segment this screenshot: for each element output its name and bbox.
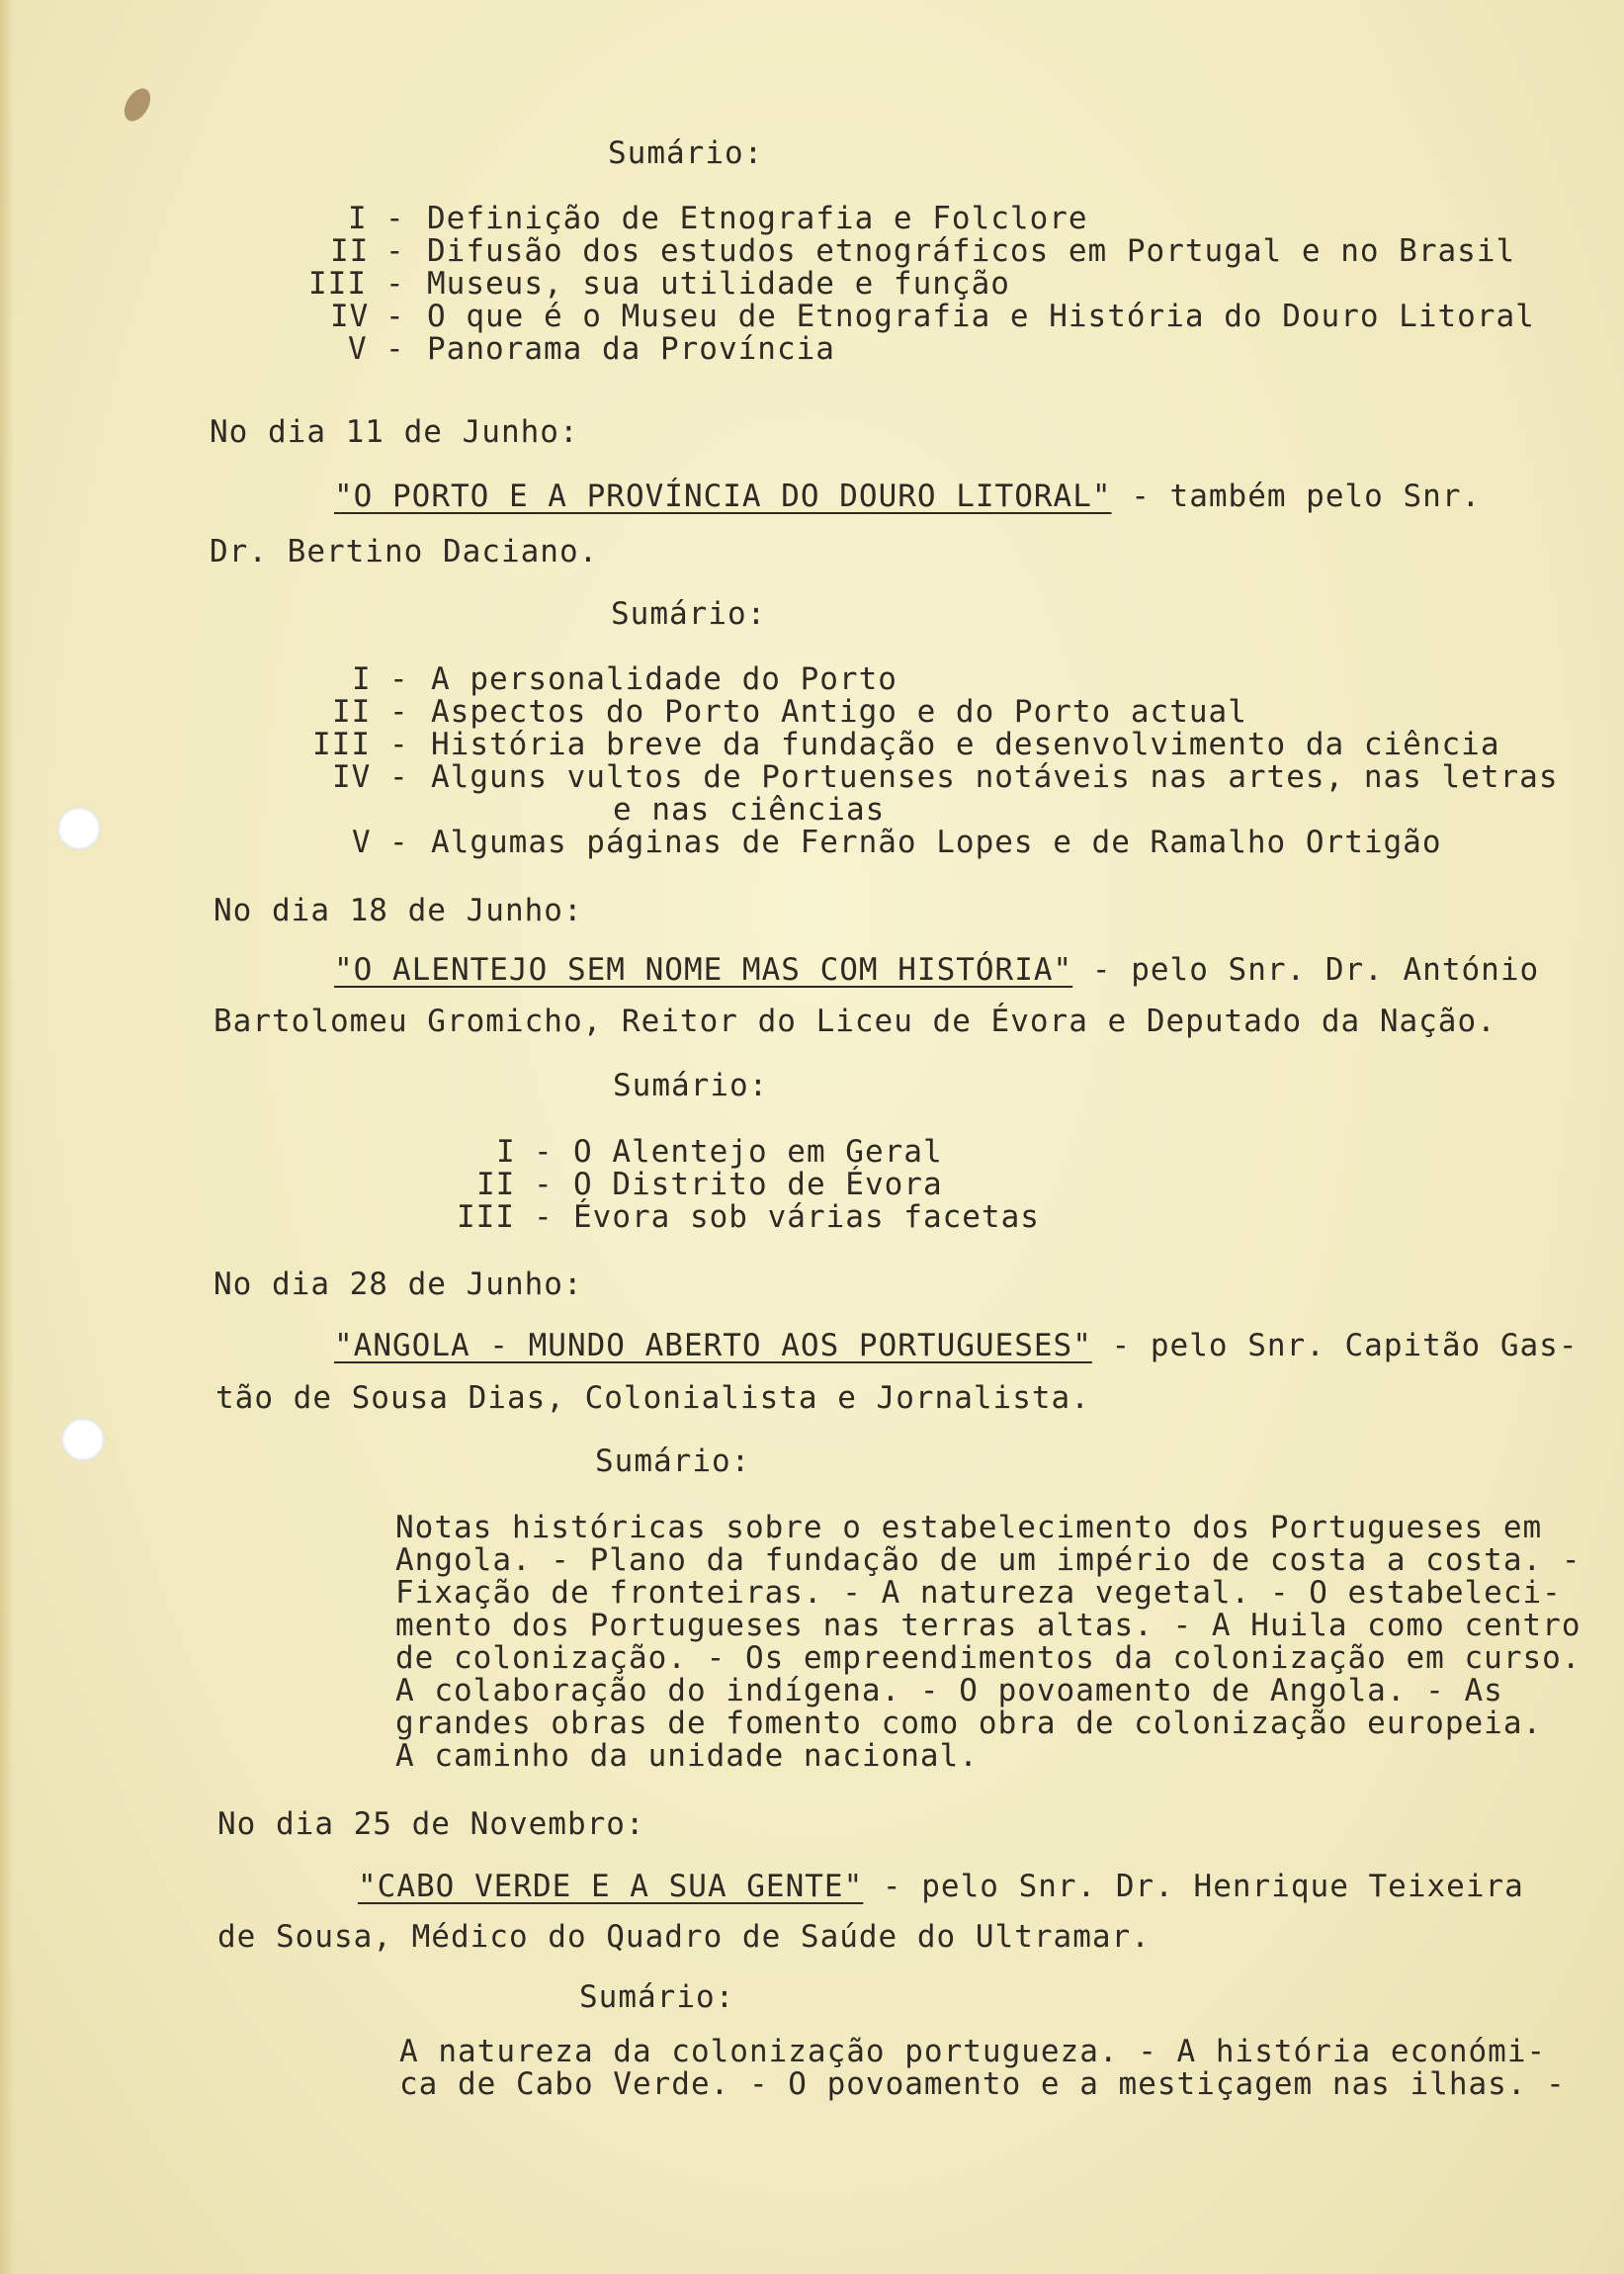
summary-dash: - [385, 266, 405, 302]
summary-num: IV [332, 759, 372, 795]
lecture-speaker: - também pelo Snr. [1111, 479, 1482, 514]
sumario-heading: Sumário: [611, 596, 767, 632]
summary-item: Museus, sua utilidade e função [427, 266, 1010, 302]
sumario-heading: Sumário: [613, 1068, 769, 1103]
summary-item: Algumas páginas de Fernão Lopes e de Ramalho Ortigão [431, 825, 1442, 860]
summary-num: I [352, 661, 372, 697]
summary-dash: - [385, 233, 405, 269]
summary-item: A personalidade do Porto [431, 661, 897, 697]
summary-item: Definição de Etnografia e Folclore [427, 201, 1088, 236]
summary-num: I [348, 201, 368, 236]
summary-paragraph-line: grandes obras de fomento como obra de colonização europeia. [395, 1706, 1543, 1741]
paper-edge-shadow [0, 0, 14, 2274]
summary-dash: - [385, 201, 405, 236]
lecture-title: "ANGOLA - MUNDO ABERTO AOS PORTUGUESES" [334, 1328, 1092, 1363]
summary-num: I [496, 1134, 516, 1170]
summary-dash: - [389, 759, 409, 795]
summary-num: II [476, 1167, 516, 1202]
summary-num: II [330, 233, 370, 269]
summary-item: Difusão dos estudos etnográficos em Portugal e no Brasil [427, 233, 1516, 269]
lecture-date: No dia 11 de Junho: [210, 414, 579, 450]
summary-dash: - [389, 694, 409, 730]
summary-item: O que é o Museu de Etnografia e História do Douro Litoral [427, 299, 1535, 334]
sumario-heading: Sumário: [608, 135, 764, 171]
summary-num: III [312, 727, 371, 762]
punch-hole-bottom [61, 1418, 105, 1461]
summary-dash: - [534, 1167, 554, 1202]
summary-item: História breve da fundação e desenvolvimento da ciência [431, 727, 1500, 762]
lecture-title: "CABO VERDE E A SUA GENTE" [358, 1869, 864, 1904]
summary-item: O Distrito de Évora [573, 1167, 943, 1202]
summary-paragraph-line: A colaboração do indígena. - O povoamento de Angola. - As [395, 1673, 1503, 1708]
lecture-date: No dia 25 de Novembro: [217, 1806, 645, 1842]
lecture-title-line [334, 481, 1481, 512]
rust-stain [119, 84, 155, 126]
lecture-speaker-cont: de Sousa, Médico do Quadro de Saúde do Ultramar. [217, 1919, 1151, 1955]
sumario-heading: Sumário: [595, 1443, 751, 1479]
lecture-speaker-cont: Bartolomeu Gromicho, Reitor do Liceu de Évora e Deputado da Nação. [214, 1004, 1496, 1039]
lecture-speaker: - pelo Snr. Dr. António [1072, 952, 1540, 988]
lecture-speaker: - pelo Snr. Dr. Henrique Teixeira [863, 1869, 1524, 1904]
summary-num: III [308, 266, 367, 302]
summary-item: Aspectos do Porto Antigo e do Porto actual [431, 694, 1247, 730]
summary-num: II [332, 694, 372, 730]
summary-paragraph-line: A natureza da colonização portugueza. - A história económi- [399, 2034, 1547, 2069]
sumario-heading: Sumário: [579, 1979, 735, 2015]
summary-paragraph-line: Fixação de fronteiras. - A natureza vegetal. - O estabeleci- [395, 1575, 1562, 1611]
lecture-speaker: - pelo Snr. Capitão Gas- [1091, 1328, 1579, 1363]
summary-dash: - [389, 825, 409, 860]
lecture-date: No dia 18 de Junho: [214, 893, 583, 928]
summary-dash: - [534, 1134, 554, 1170]
summary-paragraph-line: Notas históricas sobre o estabelecimento dos Portugueses em [395, 1510, 1543, 1545]
summary-item: O Alentejo em Geral [573, 1134, 943, 1170]
summary-item: Panorama da Província [427, 331, 835, 367]
lecture-title-line [358, 1869, 1524, 1904]
summary-num: V [352, 825, 372, 860]
lecture-title-line [334, 952, 1540, 988]
summary-paragraph-line: A caminho da unidade nacional. [395, 1738, 979, 1774]
summary-paragraph-line: de colonização. - Os empreendimentos da colonização em curso. [395, 1640, 1581, 1676]
summary-dash: - [534, 1199, 554, 1235]
summary-paragraph-line: Angola. - Plano da fundação de um império de costa a costa. - [395, 1542, 1581, 1578]
summary-num: III [457, 1199, 515, 1235]
lecture-date: No dia 28 de Junho: [214, 1267, 583, 1302]
summary-item: Évora sob várias facetas [573, 1199, 1040, 1235]
summary-dash: - [385, 299, 405, 334]
summary-dash: - [389, 727, 409, 762]
summary-paragraph-line: mento dos Portugueses nas terras altas. - A Huila como centro [395, 1608, 1581, 1643]
lecture-speaker-cont: Dr. Bertino Daciano. [210, 534, 599, 569]
summary-dash: - [389, 661, 409, 697]
punch-hole-top [57, 807, 101, 850]
lecture-title-line [334, 1328, 1579, 1363]
lecture-title: "O ALENTEJO SEM NOME MAS COM HISTÓRIA" [334, 952, 1073, 988]
summary-dash: - [385, 331, 405, 367]
lecture-title: "O PORTO E A PROVÍNCIA DO DOURO LITORAL" [334, 479, 1112, 514]
summary-num: V [348, 331, 368, 367]
summary-paragraph-line: ca de Cabo Verde. - O povoamento e a mestiçagem nas ilhas. - [399, 2066, 1566, 2102]
summary-num: IV [330, 299, 370, 334]
lecture-speaker-cont: tão de Sousa Dias, Colonialista e Jornalista. [215, 1380, 1090, 1416]
summary-item-cont: e nas ciências [613, 792, 886, 828]
summary-item: Alguns vultos de Portuenses notáveis nas artes, nas letras [431, 759, 1559, 795]
